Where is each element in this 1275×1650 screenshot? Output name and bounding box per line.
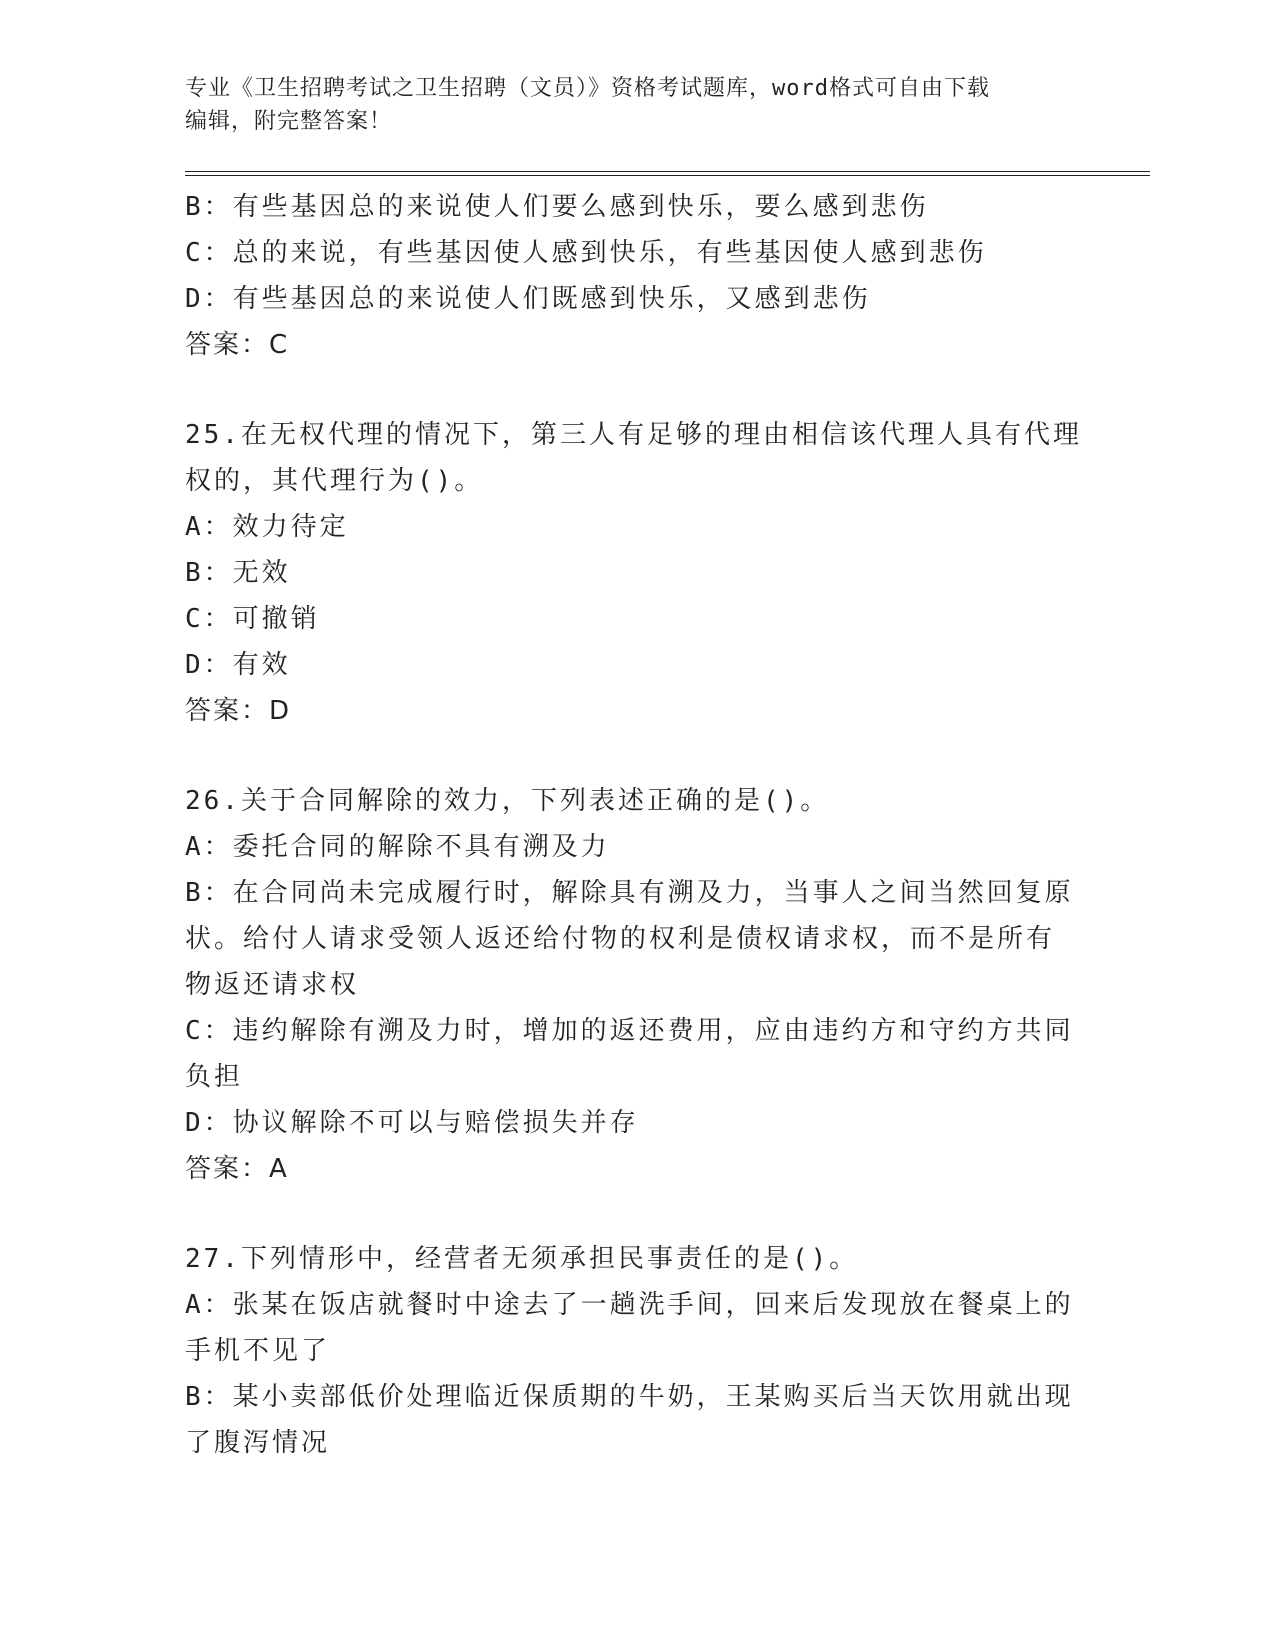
question-text: 27.下列情形中，经营者无须承担民事责任的是()。 [185, 1244, 859, 1274]
header-divider-top [185, 171, 1150, 172]
question-block [185, 778, 1085, 1192]
question-block [185, 412, 1085, 734]
header-line-1: 专业《卫生招聘考试之卫生招聘（文员）》资格考试题库，word格式可自由下载 [185, 76, 990, 101]
header-line-2: 编辑，附完整答案！ [185, 109, 393, 134]
option-line: B：无效 [185, 558, 291, 588]
spacer [185, 1192, 1085, 1236]
option-line: A：委托合同的解除不具有溯及力 [185, 832, 610, 862]
option-line: B：某小卖部低价处理临近保质期的牛奶，王某购买后当天饮用就出现 [185, 1382, 1074, 1412]
option-line: D：有些基因总的来说使人们既感到快乐，又感到悲伤 [185, 284, 871, 314]
header-divider-bottom [185, 175, 1150, 176]
option-line: C：违约解除有溯及力时，增加的返还费用，应由违约方和守约方共同 [185, 1016, 1074, 1046]
question-block [185, 184, 1085, 368]
spacer [185, 734, 1085, 778]
spacer [185, 368, 1085, 412]
option-line: D：协议解除不可以与赔偿损失并存 [185, 1108, 639, 1138]
option-line: C：可撤销 [185, 604, 320, 634]
option-line: 手机不见了 [185, 1336, 331, 1366]
option-line: C：总的来说，有些基因使人感到快乐，有些基因使人感到悲伤 [185, 238, 987, 268]
answer-line: 答案：D [185, 696, 292, 726]
option-line: A：张某在饭店就餐时中途去了一趟洗手间，回来后发现放在餐桌上的 [185, 1290, 1074, 1320]
option-line: 了腹泻情况 [185, 1428, 331, 1458]
document-header [185, 72, 1065, 138]
answer-line: 答案：A [185, 1154, 289, 1184]
question-text: 权的，其代理行为()。 [185, 466, 484, 496]
option-line: B：在合同尚未完成履行时，解除具有溯及力，当事人之间当然回复原 [185, 878, 1074, 908]
option-line: B：有些基因总的来说使人们要么感到快乐，要么感到悲伤 [185, 192, 929, 222]
option-line: 状。给付人请求受领人返还给付物的权利是债权请求权，而不是所有 [185, 924, 1056, 954]
answer-line: 答案：C [185, 330, 290, 360]
option-line: 物返还请求权 [185, 970, 360, 1000]
question-list [185, 184, 1085, 1466]
question-block [185, 1236, 1085, 1466]
option-line: D：有效 [185, 650, 291, 680]
option-line: 负担 [185, 1062, 244, 1092]
question-text: 26.关于合同解除的效力，下列表述正确的是()。 [185, 786, 830, 816]
option-line: A：效力待定 [185, 512, 349, 542]
question-text: 25.在无权代理的情况下，第三人有足够的理由相信该代理人具有代理 [185, 420, 1082, 450]
